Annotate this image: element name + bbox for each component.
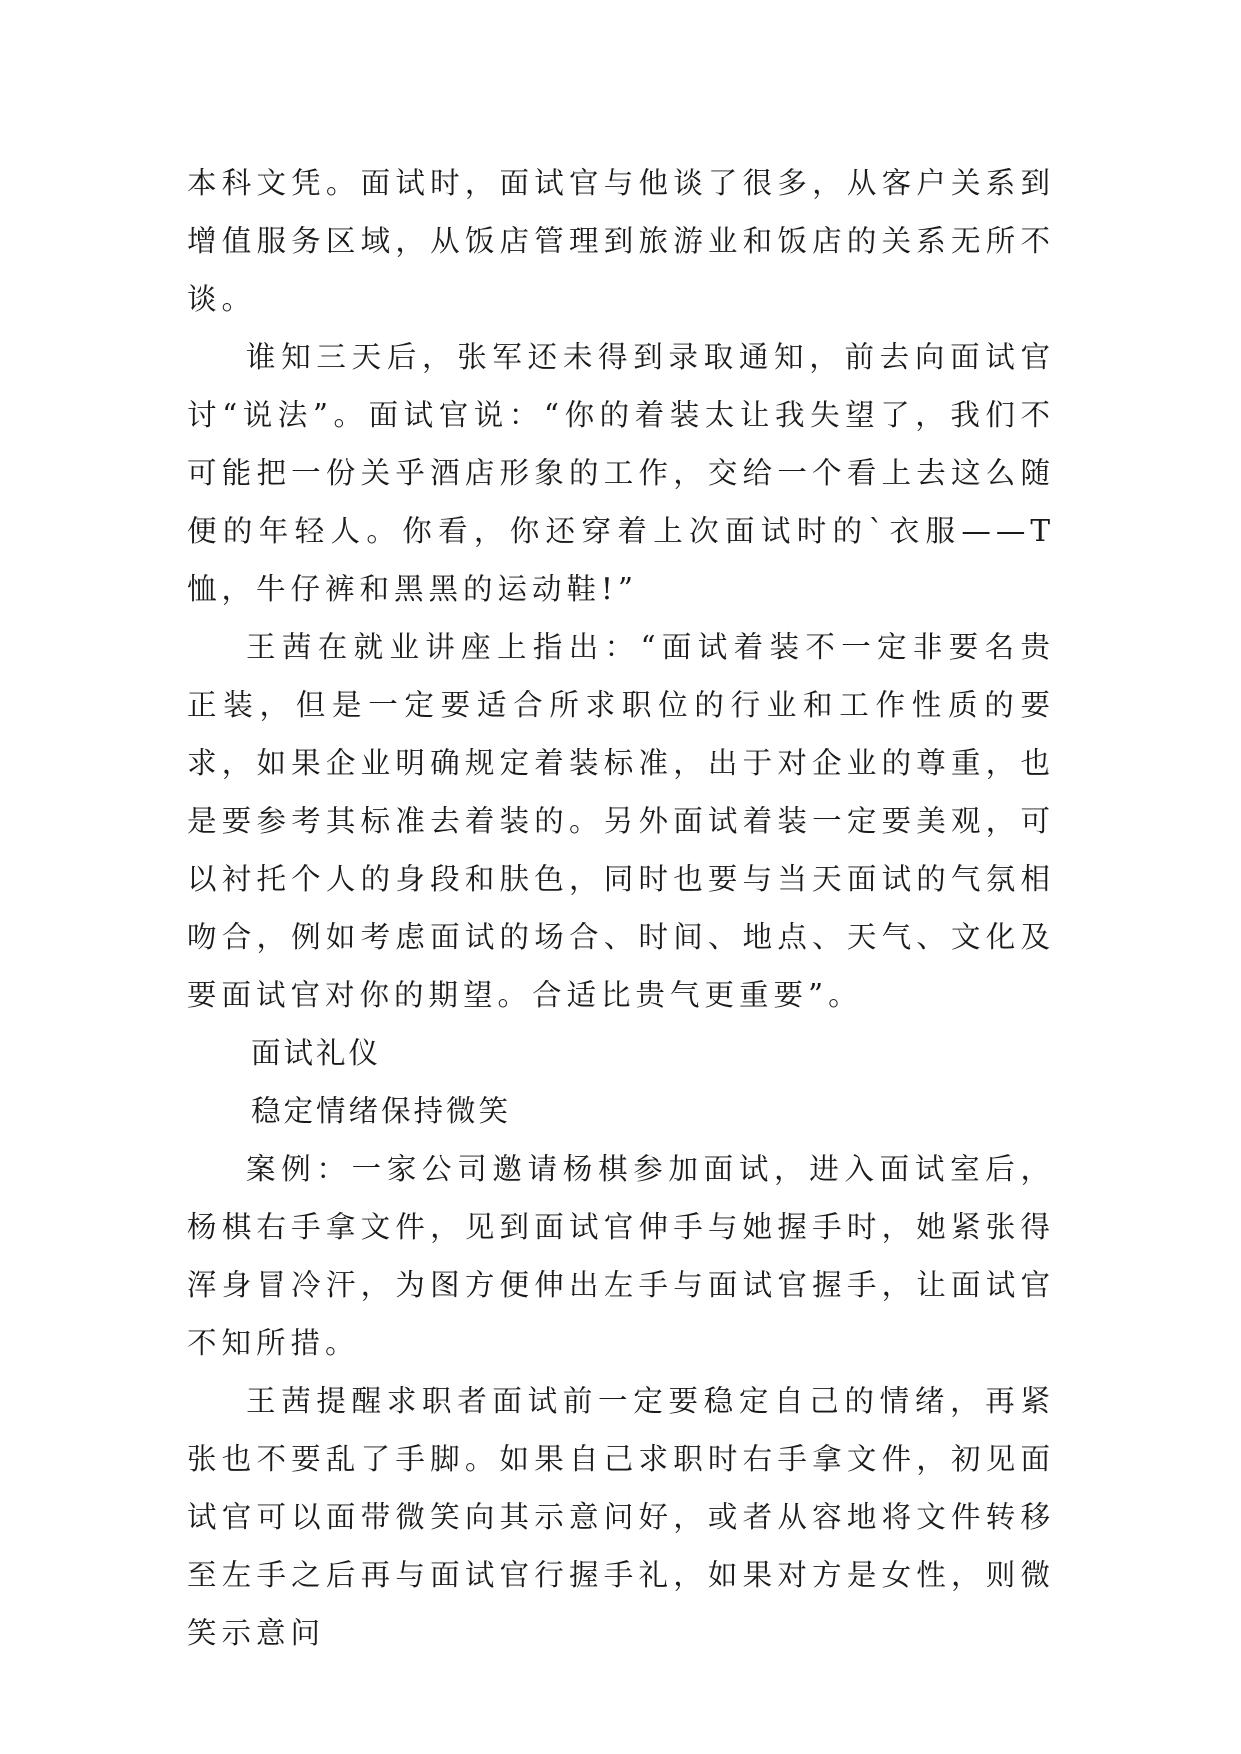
paragraph-zhangjun-result: 谁知三天后，张军还未得到录取通知，前去向面试官讨“说法”。面试官说：“你的着装太让我失望了，我们不可能把一份关乎酒店形象的工作，交给一个看上去这么随便的年轻人。你看，你还穿着上次面试时的`衣服——T恤，牛仔裤和黑黑的运动鞋!” [187, 340, 1055, 606]
paragraph-case-yangqi: 案例：一家公司邀请杨棋参加面试，进入面试室后，杨棋右手拿文件，见到面试官伸手与她握手时，她紧张得浑身冒冷汗，为图方便伸出左手与面试官握手，让面试官不知所措。 [187, 1152, 1055, 1360]
paragraph-continuation: 本科文凭。面试时，面试官与他谈了很多，从客户关系到增值服务区域，从饭店管理到旅游业和饭店的关系无所不谈。 [187, 166, 1055, 316]
paragraph-wangqian-attire-advice: 王茜在就业讲座上指出：“面试着装不一定非要名贵正装，但是一定要适合所求职位的行业和工作性质的要求，如果企业明确规定着装标准，出于对企业的尊重，也是要参考其标准去着装的。另外面试着装一定要美观，可以衬托个人的身段和肤色，同时也要与当天面试的气氛相吻合，例如考虑面试的场合、时间、地点、天气、文化及要面试官对你的期望。合适比贵气更重要”。 [187, 630, 1055, 1012]
section-heading-interview-etiquette: 面试礼仪 [251, 1036, 382, 1070]
paragraph-wangqian-reminder: 王茜提醒求职者面试前一定要稳定自己的情绪，再紧张也不要乱了手脚。如果自己求职时右手拿文件，初见面试官可以面带微笑向其示意问好，或者从容地将文件转移至左手之后再与面试官行握手礼，如果对方是女性，则微笑示意问 [187, 1384, 1055, 1650]
section-subheading-calm-smile: 稳定情绪保持微笑 [251, 1094, 512, 1128]
document-body [187, 154, 1055, 1662]
